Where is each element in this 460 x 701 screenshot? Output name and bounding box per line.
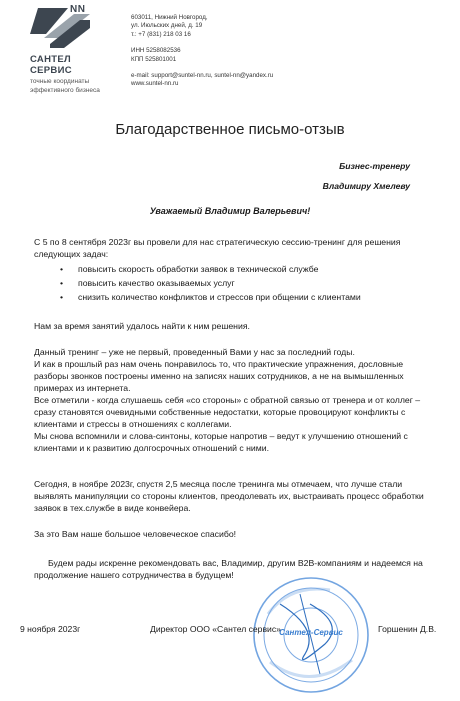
company-contacts	[131, 14, 273, 89]
paragraph: Данный тренинг – уже не первый, проведенный Вами у нас за последний годы. И как в прошлый раз нам очень понравилось то, что практические упражнения, дословные разборы звонков построены именно на записях наших сотрудников, а не на вымышленных примерах из интернета. Все отметили - когда слушаешь себя «со стороны» с обратной связью от тренера и от коллег – сразу становятся очевидными собственные недостатки, которые провоцируют конфликты с клиентами и стрессы в отношениях с коллегами. Мы снова вспомнили и слова-синтоны, которые напротив – ведут к улучшению отношений с клиентами и к развитию долгосрочных отношений с ними.	[34, 347, 421, 453]
list-item: • снизить количество конфликтов и стрессов при общении с клиентами	[60, 291, 361, 302]
company-name: САНТЕЛ СЕРВИС	[30, 54, 72, 76]
company-stamp	[250, 574, 372, 696]
stamp-center-text: Сантел-Сервис	[279, 628, 343, 637]
signer-title: Директор ООО «Сантел сервис»	[150, 624, 281, 634]
phone: т.: +7 (831) 218 03 16	[131, 30, 191, 38]
logo-text: NN	[70, 4, 86, 15]
list-item: • повысить качество оказываемых услуг	[60, 277, 235, 288]
inn: ИНН 5258082536	[131, 47, 181, 55]
letter-date: 9 ноября 2023г	[20, 624, 81, 634]
list-item: • повысить скорость обработки заявок в технической службе	[60, 264, 319, 274]
address-line: ул. Июльских дней, д. 19	[131, 22, 203, 30]
paragraph: Будем рады искренне рекомендовать вас, Владимир, другим B2B-компаниям и надеемся на продолжение нашего сотрудничества в будущем!	[34, 558, 423, 580]
paragraph: За это Вам наше большое человеческое спасибо!	[34, 529, 237, 539]
letter-title: Благодарственное письмо-отзыв	[115, 121, 345, 138]
paragraph: Нам за время занятий удалось найти к ним решения.	[34, 321, 250, 331]
website-link[interactable]: www.suntel-nn.ru	[131, 80, 179, 88]
kpp: КПП 525801001	[131, 55, 177, 63]
recipient-name: Владимиру Хмелеву	[322, 181, 410, 191]
signer-name: Горшенин Д.В.	[378, 624, 437, 634]
company-tagline: точные координаты эффективного бизнеса	[30, 78, 100, 94]
paragraph: Сегодня, в ноябре 2023г, спустя 2,5 месяца после тренинга мы отмечаем, что лучше стали выявлять манипуляции со стороны клиентов, преодолевать их, выстраивать процесс обработки заявок в тех.службе в виде конвейера.	[34, 479, 424, 513]
task-list	[58, 263, 361, 304]
email-link[interactable]: e-mail: support@suntel-nn.ru, suntel-nn@yandex.ru	[131, 72, 274, 80]
intro-paragraph: С 5 по 8 сентября 2023г вы провели для нас стратегическую сессию-тренинг для решения следующих задач:	[34, 237, 401, 259]
recipient-position: Бизнес-тренеру	[339, 161, 410, 171]
greeting: Уважаемый Владимир Валерьевич!	[149, 206, 311, 216]
company-logo	[30, 4, 92, 52]
address-line: 603011, Нижний Новгород,	[131, 14, 208, 21]
